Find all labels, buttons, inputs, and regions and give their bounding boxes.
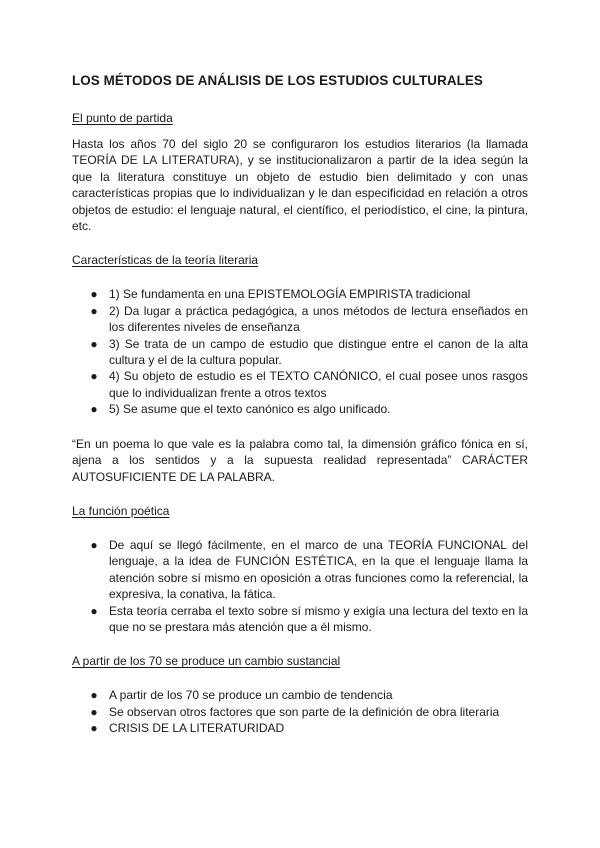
- bullet-icon: ●: [90, 704, 98, 719]
- bullet-icon: ●: [90, 402, 98, 417]
- bullet-icon: ●: [90, 688, 98, 703]
- list-item: [72, 401, 528, 417]
- list-item: [72, 286, 528, 302]
- list-item-text: 3) Se trata de un campo de estudio que distingue entre el canon de la alta cultura y el de la cultura popular.: [109, 336, 528, 368]
- list-item-text: De aquí se llegó fácilmente, en el marco de una TEORÍA FUNCIONAL del lenguaje, a la idea de FUNCIÓN ESTÉTICA, en la que el lenguaje llama la atención sobre sí mismo en oposición a otras funciones como la referencial, la expresiva, la conativa, la fática.: [109, 537, 528, 602]
- poetic-function-list: [72, 537, 528, 635]
- quote-paragraph: “En un poema lo que vale es la palabra como tal, la dimensión gráfico fónica en sí, ajena a los sentidos y a la supuesta realidad representada” CARÁCTER AUTOSUFICIENTE DE LA PALABRA.: [72, 436, 528, 484]
- list-item-text: 4) Su objeto de estudio es el TEXTO CANÓNICO, el cual posee unos rasgos que lo individualizan frente a otros textos: [109, 369, 528, 400]
- list-item-text: A partir de los 70 se produce un cambio de tendencia: [109, 688, 393, 703]
- bullet-icon: ●: [90, 369, 98, 384]
- list-item-text: 2) Da lugar a práctica pedagógica, a unos métodos de lectura enseñados en los diferentes niveles de enseñanza: [109, 303, 528, 335]
- list-item-text: Se observan otros factores que son parte de la definición de obra literaria: [109, 704, 500, 719]
- section-paragraph-punto-de-partida: Hasta los años 70 del siglo 20 se configuraron los estudios literarios (la llamada TEORÍA DE LA LITERATURA), y se institucionalizaron a partir de la idea según la que la literatura constituye un objeto de estudio bien delimitado y con unas características propias que lo individualizan y le dan especificidad en relación a otros objetos de estudio: el lenguaje natural, el científico, el periodístico, el cine, la pintura, etc.: [72, 137, 528, 234]
- list-item: [72, 720, 528, 736]
- list-item-text: 1) Se fundamenta en una EPISTEMOLOGÍA EMPIRISTA tradicional: [109, 287, 471, 302]
- bullet-icon: ●: [90, 537, 98, 552]
- list-item: [72, 537, 528, 603]
- list-item: [72, 336, 528, 369]
- section-heading-funcion-poetica: La función poética: [72, 503, 170, 518]
- list-item: [72, 704, 528, 720]
- list-item: [72, 603, 528, 636]
- list-item: [72, 368, 528, 401]
- list-item: [72, 303, 528, 336]
- bullet-icon: ●: [90, 721, 98, 736]
- document-title: LOS MÉTODOS DE ANÁLISIS DE LOS ESTUDIOS CULTURALES: [72, 73, 483, 88]
- bullet-icon: ●: [90, 336, 98, 351]
- list-item-text: CRISIS DE LA LITERATURIDAD: [109, 721, 285, 736]
- bullet-icon: ●: [90, 287, 98, 302]
- section-heading-caracteristicas: Características de la teoría literaria: [72, 253, 259, 268]
- list-item-text: Esta teoría cerraba el texto sobre sí mismo y exigía una lectura del texto en la que no se prestara más atención que a él mismo.: [109, 603, 528, 634]
- list-item: [72, 687, 528, 703]
- change-list: [72, 687, 528, 736]
- characteristics-list: [72, 286, 528, 417]
- bullet-icon: ●: [90, 603, 98, 618]
- bullet-icon: ●: [90, 303, 98, 318]
- list-item-text: 5) Se asume que el texto canónico es algo unificado.: [109, 402, 391, 417]
- section-heading-punto-de-partida: El punto de partida: [72, 111, 173, 125]
- section-heading-cambio-sustancial: A partir de los 70 se produce un cambio sustancial: [72, 654, 341, 669]
